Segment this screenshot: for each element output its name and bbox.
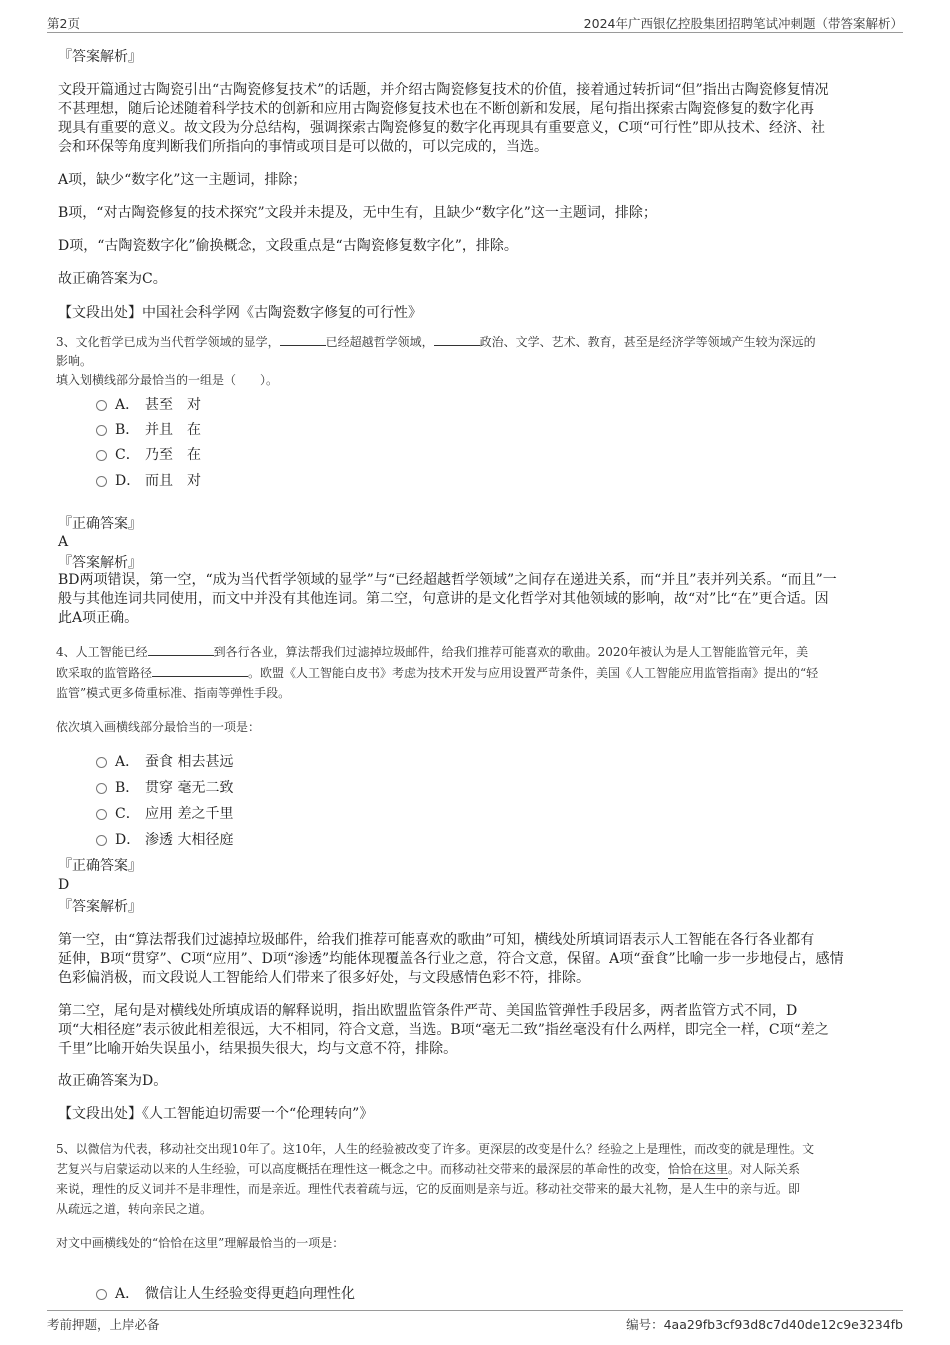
q3-blank-1 [280, 345, 326, 346]
q3-analysis-title: 『答案解析』 [58, 555, 142, 571]
q4-analysis-line: 项“大相径庭”表示彼此相差很远，大不相同，符合文意，当选。B项“毫无二致”指丝毫没有什么两样，即完全一样，C项“差之 [58, 1022, 829, 1038]
radio-icon[interactable] [96, 425, 107, 436]
radio-icon[interactable] [96, 809, 107, 820]
page-footer [47, 1310, 903, 1333]
q3-answer: A [58, 534, 69, 550]
q4-analysis-title: 『答案解析』 [58, 899, 142, 915]
q3-option-a[interactable]: A． 甚至 对 [96, 396, 201, 414]
radio-icon[interactable] [96, 476, 107, 487]
q2-conclusion: 故正确答案为C。 [58, 271, 167, 287]
q3-stem-cont: 影响。 [56, 354, 93, 368]
q4-conclusion: 故正确答案为D。 [58, 1073, 168, 1089]
radio-icon[interactable] [96, 450, 107, 461]
q4-option-a[interactable]: A． 蚕食 相去甚远 [96, 753, 233, 771]
q5-option-a[interactable]: A． 微信让人生经验变得更趋向理性化 [96, 1285, 355, 1303]
q4-stem-cont: 监管”模式更多倚重标准、指南等弹性手段。 [56, 686, 291, 700]
q5-underlined-phrase: 恰恰在这里 [668, 1160, 728, 1179]
q2-option-d-note: D项，“古陶瓷数字化”偷换概念，文段重点是“古陶瓷修复数字化”，排除。 [58, 238, 518, 254]
q5-stem: 5、以微信为代表，移动社交出现10年了。这10年，人生的经验被改变了许多。更深层的改变是什么？经验之上是理性，而改变的就是理性。文 [56, 1142, 815, 1156]
q4-analysis-line: 第二空，尾句是对横线处所填成语的解释说明，指出欧盟监管条件严苛、美国监管弹性手段居多，两者监管方式不同，D [58, 1003, 798, 1019]
q5-stem-cont: 从疏远之道，转向亲民之道。 [56, 1202, 213, 1216]
q4-analysis-line: 第一空，由“算法帮我们过滤掉垃圾邮件，给我们推荐可能喜欢的歌曲”可知，横线处所填词语表示人工智能在各行各业都有 [58, 932, 815, 948]
q3-analysis-line: 此A项正确。 [58, 610, 139, 626]
q4-analysis-line: 延伸，B项“贯穿”、C项“应用”、D项“渗透”均能体现覆盖各行业之意，符合文意，保留。A项“蚕食”比喻一步一步地侵占，感情 [58, 951, 844, 967]
q3-answer-title: 『正确答案』 [58, 516, 142, 532]
q4-option-c[interactable]: C． 应用 差之千里 [96, 805, 233, 823]
q4-option-d[interactable]: D． 渗透 大相径庭 [96, 831, 233, 849]
q2-analysis-line: 不甚理想，随后论述随着科学技术的创新和应用古陶瓷修复技术也在不断创新和发展，尾句指出探索古陶瓷修复的数字化再 [58, 101, 814, 117]
radio-icon[interactable] [96, 783, 107, 794]
q2-analysis-line: 文段开篇通过古陶瓷引出“古陶瓷修复技术”的话题，并介绍古陶瓷修复技术的价值，接着通过转折词“但”指出古陶瓷修复情况 [58, 82, 829, 98]
q4-source: 【文段出处】《人工智能迫切需要一个“伦理转向”》 [58, 1106, 374, 1122]
q3-blank-2 [434, 345, 480, 346]
q2-analysis-line: 会和环保等角度判断我们所指向的事情或项目是可以做的，可以完成的，当选。 [58, 139, 548, 155]
q4-answer: D [58, 877, 70, 893]
q3-option-d[interactable]: D． 而且 对 [96, 472, 201, 490]
q4-stem-cont: 欧采取的监管路径 。欧盟《人工智能白皮书》考虑为技术开发与应用设置严苛条件，美国《人工智能应用监管指南》提出的“轻 [56, 666, 819, 680]
q5-stem-cont: 来说，理性的反义词并不是非理性，而是亲近。理性代表着疏与远，它的反面则是亲与近。移动社交带来的最大礼物，是人生中的亲与近。即 [56, 1182, 801, 1196]
q4-answer-title: 『正确答案』 [58, 858, 142, 874]
q5-stem-cont: 艺复兴与启蒙运动以来的人生经验，可以高度概括在理性这一概念之中。而移动社交带来的最深层的革命性的改变，恰恰在这里。对人际关系 [56, 1160, 904, 1179]
q4-analysis-line: 色彩偏消极，而文段说人工智能给人们带来了很多好处，与文段感情色彩不符，排除。 [58, 970, 590, 986]
q3-prompt: 填入划横线部分最恰当的一组是（ ）。 [56, 373, 279, 387]
document-code: 编号：4aa29fb3cf93d8c7d40de12c9e3234fb [626, 1317, 903, 1332]
q4-analysis-line: 千里”比喻开始失误虽小，结果损失很大，均与文意不符，排除。 [58, 1041, 458, 1057]
page-header [47, 12, 903, 33]
q3-option-b[interactable]: B． 并且 在 [96, 421, 201, 439]
q3-option-c[interactable]: C． 乃至 在 [96, 446, 201, 464]
radio-icon[interactable] [96, 757, 107, 768]
page-number: 第2页 [47, 16, 80, 31]
q2-option-a-note: A项，缺少“数字化”这一主题词，排除； [58, 172, 307, 188]
q2-analysis-title: 『答案解析』 [58, 49, 142, 65]
q4-stem: 4、人工智能已经 到各行各业，算法帮我们过滤掉垃圾邮件，给我们推荐可能喜欢的歌曲。2020年被认为是人工智能监管元年，美 [56, 645, 809, 659]
q2-source: 【文段出处】中国社会科学网《古陶瓷数字修复的可行性》 [58, 305, 422, 321]
q4-option-b[interactable]: B． 贯穿 毫无二致 [96, 779, 233, 797]
q4-blank-2 [152, 676, 248, 677]
document-title: 2024年广西银亿控股集团招聘笔试冲刺题（带答案解析） [583, 16, 903, 31]
q3-stem: 3、文化哲学已成为当代哲学领域的显学， 已经超越哲学领域， 政治、文学、艺术、教育，甚至是经济学等领域产生较为深远的 [56, 335, 816, 349]
footer-slogan: 考前押题，上岸必备 [47, 1317, 160, 1332]
radio-icon[interactable] [96, 1289, 107, 1300]
q4-blank-1 [148, 655, 214, 656]
radio-icon[interactable] [96, 835, 107, 846]
q3-analysis-line: 般与其他连词共同使用，而文中并没有其他连词。第二空，句意讲的是文化哲学对其他领域的影响，故“对”比“在”更合适。因 [58, 591, 829, 607]
q5-prompt: 对文中画横线处的“恰恰在这里”理解最恰当的一项是： [56, 1236, 345, 1250]
q2-analysis-line: 现具有重要的意义。故文段为分总结构，强调探索古陶瓷修复的数字化再现具有重要意义，C项“可行性”即从技术、经济、社 [58, 120, 826, 136]
q4-prompt: 依次填入画横线部分最恰当的一项是： [56, 720, 261, 734]
q2-option-b-note: B项，“对古陶瓷修复的技术探究”文段并未提及，无中生有，且缺少“数字化”这一主题词，排除； [58, 205, 657, 221]
q3-analysis-line: BD两项错误，第一空，“成为当代哲学领域的显学”与“已经超越哲学领域”之间存在递进关系，而“并且”表并列关系。“而且”一 [58, 572, 837, 588]
radio-icon[interactable] [96, 400, 107, 411]
